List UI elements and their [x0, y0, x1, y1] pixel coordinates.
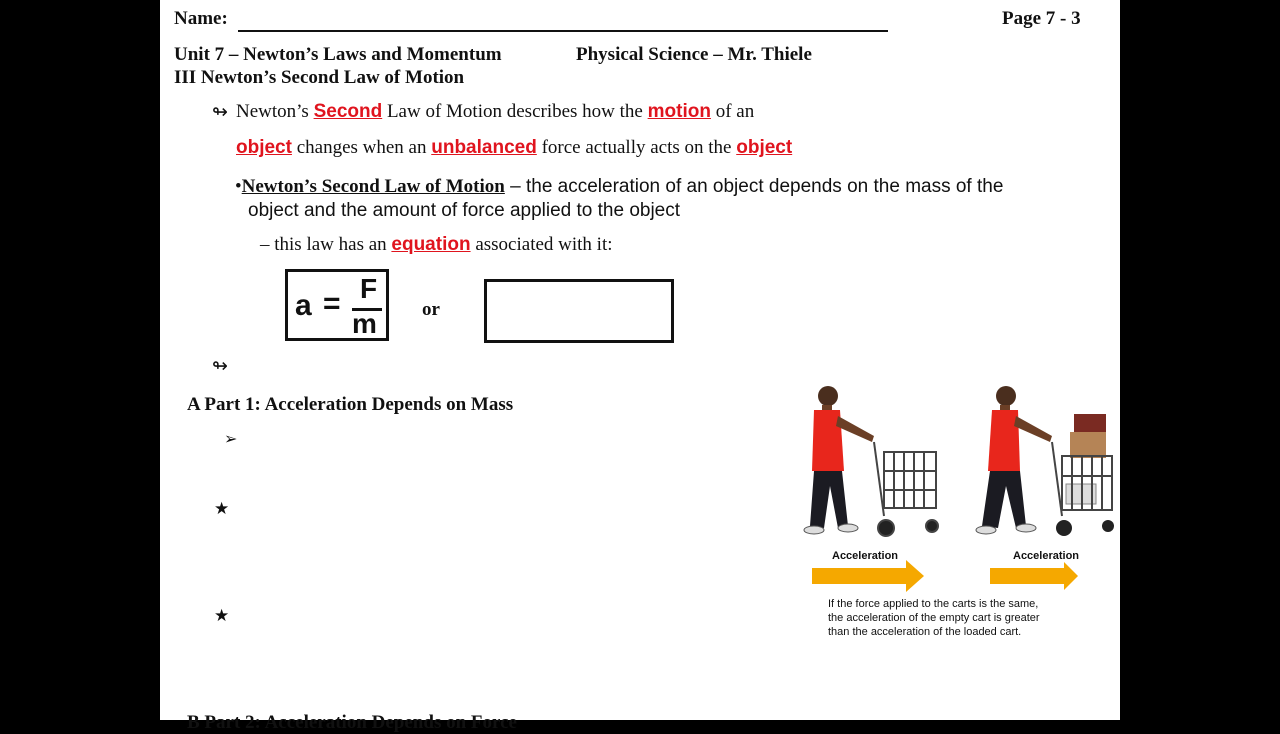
- definition-text: – the acceleration of an object depends on the mass of the: [504, 176, 1004, 197]
- caption-line: If the force applied to the carts is the same,: [828, 598, 1039, 610]
- text: associated with it:: [470, 234, 613, 255]
- name-blank-line: [238, 30, 888, 32]
- cart-loaded: [1052, 414, 1114, 536]
- hook-bullet-icon: ↬: [212, 356, 228, 377]
- answer-equation: equation: [391, 234, 471, 255]
- text: of an: [710, 101, 755, 122]
- text: changes when an: [291, 137, 432, 158]
- text: this law has an: [274, 234, 392, 255]
- definition-term: Newton’s Second Law of Motion: [241, 176, 505, 197]
- acceleration-label-left: Acceleration: [832, 550, 899, 562]
- star-bullet-icon: ★: [214, 499, 230, 518]
- star-bullet-icon: ★: [214, 606, 230, 625]
- cart-acceleration-figure: [794, 376, 1120, 646]
- person-left: [804, 386, 874, 534]
- text: force actually acts on the: [536, 137, 737, 158]
- formula-equals: =: [323, 287, 341, 320]
- text: Law of Motion describes how the: [382, 101, 648, 122]
- arrow-bullet-icon: ➢: [224, 431, 238, 448]
- para1-line2: [236, 137, 792, 159]
- formula-box: [285, 269, 389, 341]
- name-label: Name:: [174, 8, 228, 29]
- caption-line: than the acceleration of the loaded cart.: [828, 626, 1022, 638]
- hook-bullet-icon: ↬: [212, 102, 228, 123]
- equation-note: [260, 234, 613, 256]
- part-a-heading: A Part 1: Acceleration Depends on Mass: [187, 394, 514, 415]
- worksheet-page: [160, 0, 1120, 733]
- cart-empty: [874, 442, 938, 536]
- formula-denominator: m: [352, 308, 377, 339]
- acceleration-arrow-large: [812, 560, 924, 592]
- formula-a: a: [295, 289, 312, 322]
- answer-second: Second: [313, 101, 383, 122]
- answer-object: object: [236, 137, 292, 158]
- caption-line: the acceleration of the empty cart is greater: [828, 612, 1040, 624]
- or-label: or: [422, 299, 440, 320]
- acceleration-label-right: Acceleration: [1013, 550, 1080, 562]
- figure-caption: [828, 597, 1040, 639]
- course-title: Physical Science – Mr. Thiele: [576, 44, 812, 65]
- para1-line1: [236, 101, 754, 123]
- section-title: III Newton’s Second Law of Motion: [174, 67, 465, 88]
- answer-motion: motion: [647, 101, 711, 122]
- acceleration-arrow-small: [990, 562, 1078, 590]
- person-right: [976, 386, 1052, 534]
- text: Newton’s: [236, 101, 314, 122]
- dash: –: [260, 234, 275, 255]
- formula-numerator: F: [360, 273, 378, 304]
- page-number: Page 7 - 3: [1002, 8, 1081, 29]
- unit-title: Unit 7 – Newton’s Laws and Momentum: [174, 44, 502, 65]
- answer-unbalanced: unbalanced: [431, 137, 537, 158]
- part-b-heading: B Part 2: Acceleration Depends on Force: [187, 712, 517, 733]
- bullet-dot: •: [235, 176, 242, 197]
- answer-object-2: object: [736, 137, 793, 158]
- blank-formula-box: [484, 279, 674, 343]
- definition-line1: [235, 176, 1003, 198]
- definition-line2: object and the amount of force applied to the object: [248, 200, 681, 221]
